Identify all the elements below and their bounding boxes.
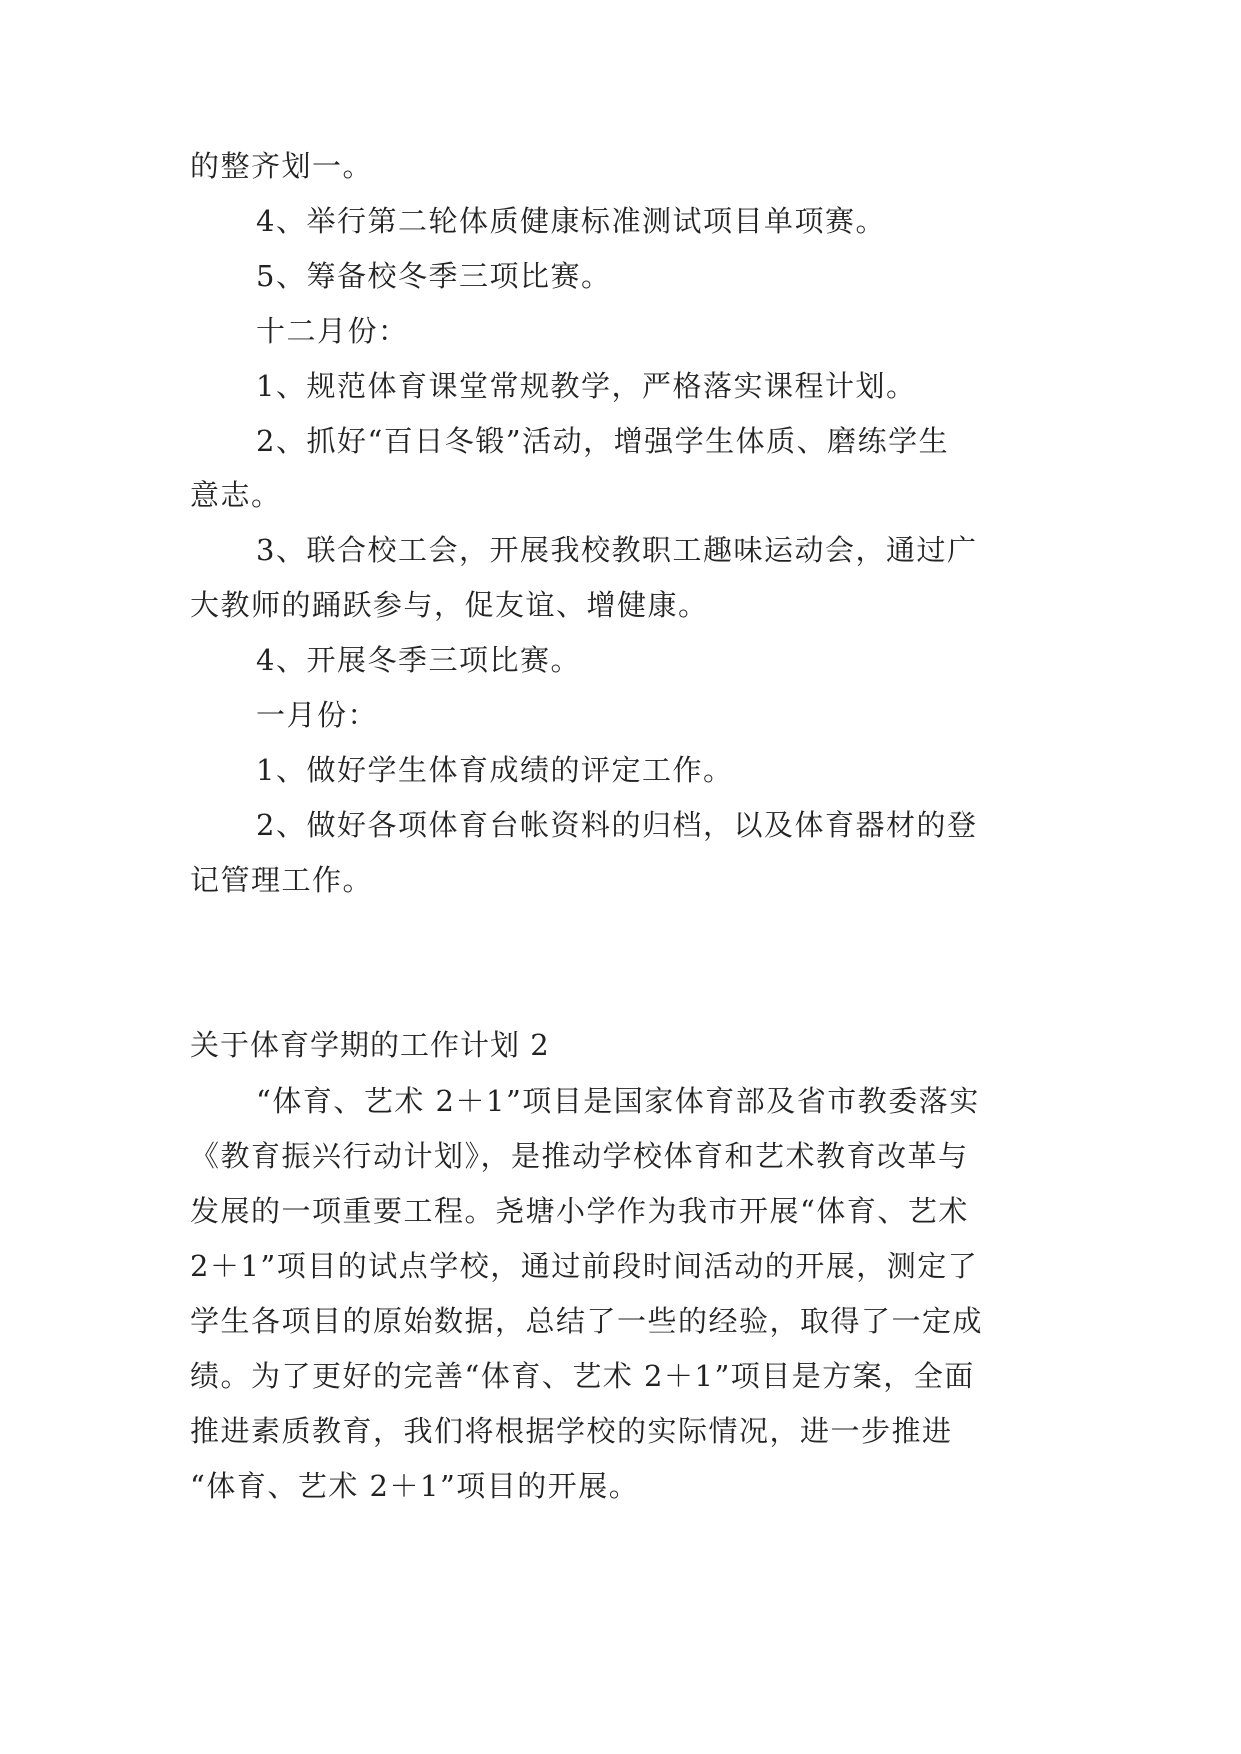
paragraph-line: 绩。为了更好的完善“体育、艺术 2＋1”项目是方案，全面 bbox=[190, 1359, 975, 1393]
text-line: 意志。 bbox=[190, 478, 282, 512]
paragraph-line: 2＋1”项目的试点学校，通过前段时间活动的开展，测定了 bbox=[190, 1249, 979, 1283]
list-item: 3、联合校工会，开展我校教职工趣味运动会，通过广 bbox=[256, 533, 978, 567]
paragraph-line: “体育、艺术 2＋1”项目是国家体育部及省市教委落实 bbox=[256, 1084, 980, 1118]
list-item: 2、抓好“百日冬锻”活动，增强学生体质、磨练学生 bbox=[256, 424, 950, 458]
text-line: 记管理工作。 bbox=[190, 863, 374, 897]
paragraph-line: 发展的一项重要工程。尧塘小学作为我市开展“体育、艺术 bbox=[190, 1194, 969, 1228]
list-item: 4、举行第二轮体质健康标准测试项目单项赛。 bbox=[256, 204, 886, 238]
text-line: 的整齐划一。 bbox=[190, 149, 374, 183]
paragraph-line: 《教育振兴行动计划》，是推动学校体育和艺术教育改革与 bbox=[190, 1139, 969, 1173]
paragraph-line: “体育、艺术 2＋1”项目的开展。 bbox=[190, 1469, 640, 1503]
section-heading: 关于体育学期的工作计划 2 bbox=[190, 1028, 550, 1062]
list-item: 2、做好各项体育台帐资料的归档，以及体育器材的登 bbox=[256, 808, 978, 842]
paragraph-line: 学生各项目的原始数据，总结了一些的经验，取得了一定成 bbox=[190, 1304, 984, 1338]
month-heading: 十二月份： bbox=[256, 314, 409, 348]
list-item: 5、筹备校冬季三项比赛。 bbox=[256, 259, 612, 293]
list-item: 1、做好学生体育成绩的评定工作。 bbox=[256, 753, 734, 787]
paragraph-line: 推进素质教育，我们将根据学校的实际情况，进一步推进 bbox=[190, 1414, 953, 1448]
text-line: 大教师的踊跃参与，促友谊、增健康。 bbox=[190, 588, 709, 622]
month-heading: 一月份： bbox=[256, 698, 379, 732]
list-item: 4、开展冬季三项比赛。 bbox=[256, 643, 581, 677]
list-item: 1、规范体育课堂常规教学，严格落实课程计划。 bbox=[256, 369, 917, 403]
